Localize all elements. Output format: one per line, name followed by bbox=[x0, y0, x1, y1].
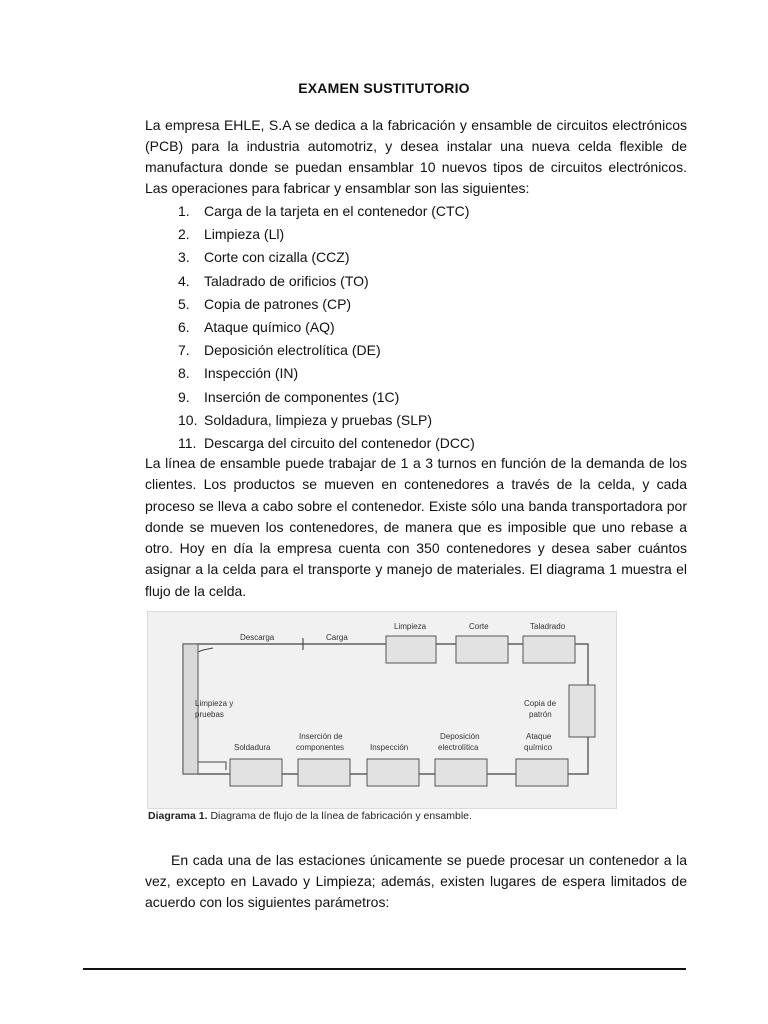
intro-paragraph bbox=[145, 115, 687, 199]
page-title: EXAMEN SUSTITUTORIO bbox=[298, 80, 470, 96]
list-item bbox=[178, 293, 475, 316]
list-text: Copia de patrones (CP) bbox=[204, 295, 352, 312]
list-text: Descarga del circuito del contenedor (DCC) bbox=[204, 434, 475, 451]
list-item bbox=[178, 339, 475, 362]
label-deposicion-2: electrolítica bbox=[438, 743, 479, 752]
list-number: 1. bbox=[178, 203, 190, 219]
label-carga: Carga bbox=[326, 633, 348, 642]
label-deposicion-1: Deposición bbox=[440, 732, 480, 741]
operations-list bbox=[178, 200, 475, 455]
list-number: 5. bbox=[178, 295, 190, 312]
list-text: Taladrado de orificios (TO) bbox=[204, 272, 369, 289]
label-corte: Corte bbox=[469, 622, 489, 631]
list-text: Limpieza (Ll) bbox=[204, 226, 285, 243]
label-limpieza: Limpieza bbox=[394, 622, 427, 631]
list-number: 4. bbox=[178, 272, 190, 289]
list-item bbox=[178, 409, 475, 432]
list-item bbox=[178, 200, 475, 223]
label-copia-1: Copia de bbox=[524, 699, 557, 708]
label-ataque-1: Ataque bbox=[526, 732, 552, 741]
list-number: 3. bbox=[178, 249, 190, 266]
list-number: 9. bbox=[178, 388, 190, 405]
label-insercion-2: componentes bbox=[296, 743, 345, 752]
label-taladrado: Taladrado bbox=[530, 622, 566, 631]
list-item bbox=[178, 362, 475, 385]
flow-diagram-svg bbox=[148, 612, 616, 808]
label-soldadura: Soldadura bbox=[234, 743, 271, 752]
list-number: 2. bbox=[178, 226, 190, 243]
inspeccion-station bbox=[367, 759, 419, 786]
conveyor-inner bbox=[198, 648, 226, 770]
list-item bbox=[178, 223, 475, 246]
list-number: 10. bbox=[178, 411, 198, 428]
corte-station bbox=[456, 636, 508, 663]
list-text: Soldadura, limpieza y pruebas (SLP) bbox=[204, 411, 433, 428]
stations-text: En cada una de las estaciones únicamente se puede procesar un contenedor a la vez, excepto en Lavado y Limpieza; además, existen lugares de espera limitados de acuerdo con los siguientes parámetros: bbox=[145, 852, 687, 910]
deposicion-station bbox=[435, 759, 487, 786]
taladrado-station bbox=[523, 636, 575, 663]
list-item bbox=[178, 246, 475, 269]
flow-diagram bbox=[147, 611, 617, 809]
list-text: Corte con cizalla (CCZ) bbox=[204, 249, 350, 266]
intro-text: La empresa EHLE, S.A se dedica a la fabricación y ensamble de circuitos electrónicos (PCB) para la industria automotriz, y desea instalar una nueva celda flexible de manufactura donde se puedan ensamblar 10 nuevos tipos de circuitos electrónicos. Las operaciones para fabricar y ensamblar son las siguientes: bbox=[145, 117, 687, 196]
list-number: 8. bbox=[178, 365, 190, 382]
list-item bbox=[178, 270, 475, 293]
list-number: 11. bbox=[178, 434, 197, 451]
copia-patron-station bbox=[569, 685, 595, 737]
label-copia-2: patrón bbox=[529, 710, 552, 719]
list-text: Inserción de componentes (1C) bbox=[204, 388, 400, 405]
label-limpieza-pruebas-2: pruebas bbox=[195, 710, 224, 719]
conveyor-text: La línea de ensamble puede trabajar de 1 a 3 turnos en función de la demanda de los clientes. Los productos se mueven en contenedores a través de la celda, y cada proceso se lleva a cabo sobre el contenedor. Existe sólo una banda transportadora por donde se mueven los contenedores, de manera que es imposible que uno rebase a otro. Hoy en día la empresa cuenta con 350 contenedores y desea saber cuántos asignar a la celda para el transporte y manejo de materiales. El diagrama 1 muestra el flujo de la celda. bbox=[145, 455, 687, 599]
list-text: Ataque químico (AQ) bbox=[204, 318, 335, 335]
caption-label: Diagrama 1. bbox=[148, 810, 208, 822]
limpieza-pruebas-station bbox=[183, 644, 198, 774]
list-text: Carga de la tarjeta en el contenedor (CTC) bbox=[204, 203, 470, 219]
label-limpieza-pruebas-1: Limpieza y bbox=[195, 699, 234, 708]
label-ataque-2: químico bbox=[524, 743, 553, 752]
limpieza-station bbox=[386, 636, 436, 663]
soldadura-station bbox=[230, 759, 282, 786]
label-descarga: Descarga bbox=[240, 633, 275, 642]
list-text: Inspección (IN) bbox=[204, 365, 299, 382]
stations-paragraph bbox=[145, 850, 687, 913]
caption-text: Diagrama de flujo de la línea de fabricación y ensamble. bbox=[210, 810, 472, 822]
list-item bbox=[178, 316, 475, 339]
list-text: Deposición electrolítica (DE) bbox=[204, 342, 381, 359]
label-insercion-1: Inserción de bbox=[299, 732, 343, 741]
list-item bbox=[178, 386, 475, 409]
list-number: 7. bbox=[178, 342, 190, 359]
label-inspeccion: Inspección bbox=[370, 743, 409, 752]
list-item bbox=[178, 432, 475, 455]
diagram-caption bbox=[148, 810, 472, 822]
ataque-station bbox=[516, 759, 568, 786]
insercion-station bbox=[298, 759, 350, 786]
list-number: 6. bbox=[178, 318, 190, 335]
footer-rule bbox=[83, 968, 686, 970]
conveyor-paragraph bbox=[145, 453, 687, 602]
